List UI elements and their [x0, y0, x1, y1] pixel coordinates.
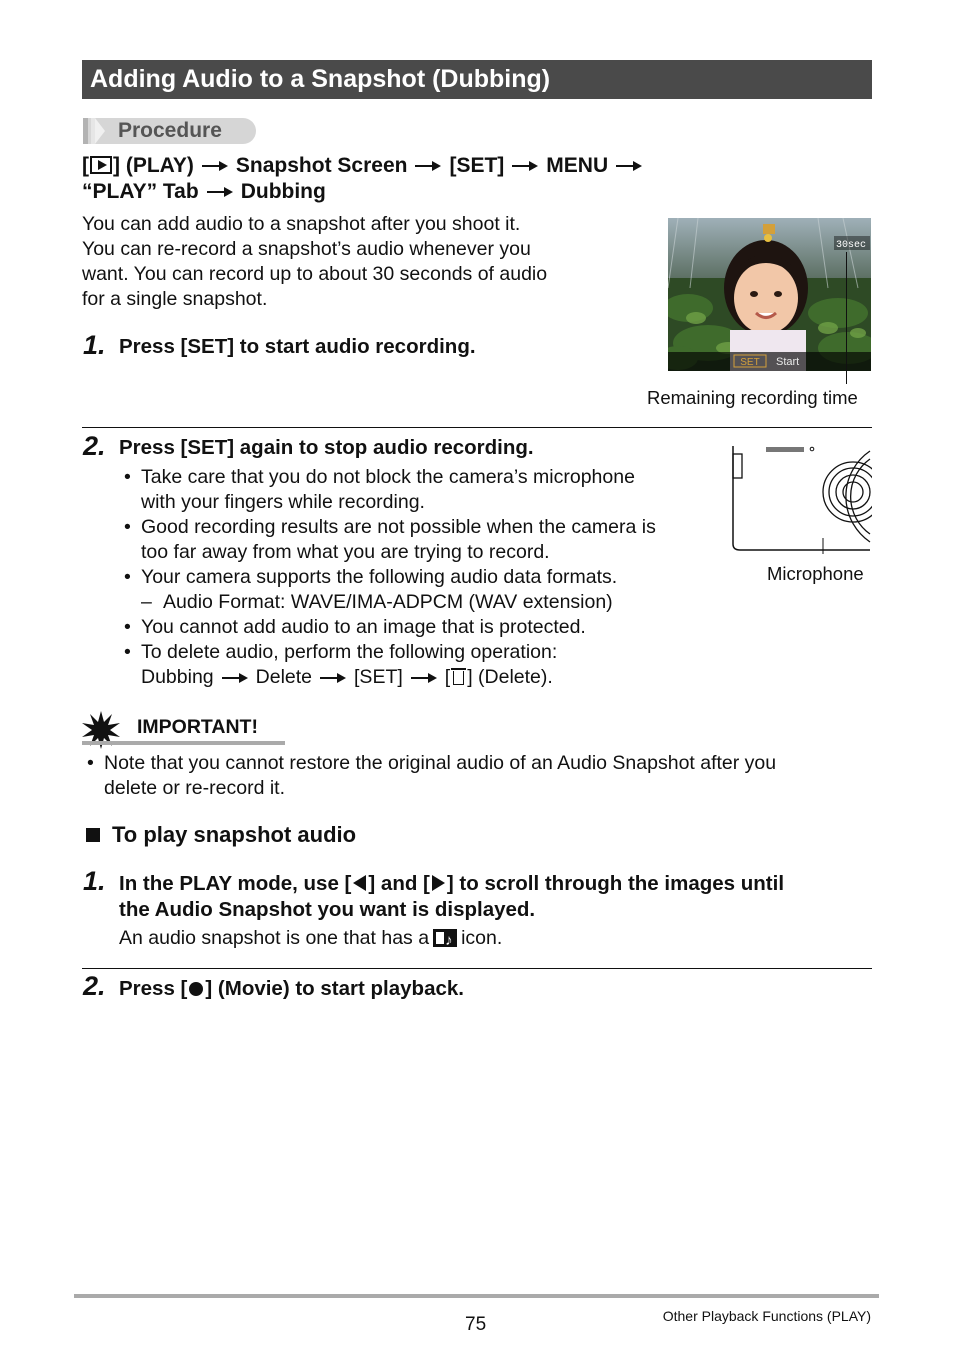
important-underline [82, 741, 285, 745]
intro-line: You can add audio to a snapshot after you shoot it. [82, 213, 521, 235]
left-arrow-icon [353, 875, 366, 891]
audio-snapshot-icon [433, 929, 457, 947]
path-set: [SET] [449, 154, 505, 177]
path-set: [SET] [354, 666, 403, 688]
list-item: • Your camera supports the following audio data formats. [119, 565, 719, 590]
arrow-icon [202, 161, 228, 171]
path-delete: Delete [255, 666, 313, 688]
arrow-icon [616, 161, 642, 171]
intro-line: You can re-record a snapshot’s audio whenever you [82, 238, 531, 260]
list-item: • You cannot add audio to an image that is protected. [119, 615, 719, 640]
step-text: In the PLAY mode, use [ ] and [ ] to scroll through the images until [119, 872, 785, 895]
overlay-start-label: Start [776, 356, 800, 368]
camera-top-icon [730, 442, 872, 554]
section-heading: To play snapshot audio [112, 822, 357, 847]
path-dubbing: Dubbing [141, 666, 214, 688]
heading-square-icon [86, 828, 100, 842]
important-label: IMPORTANT! [137, 716, 258, 738]
child-photo-illustration [668, 218, 871, 371]
menu-path-line1 [82, 154, 650, 178]
step-number: 1. [83, 866, 106, 896]
page-number: 75 [465, 1314, 487, 1335]
path-delete-end: ] (Delete). [467, 666, 553, 688]
list-item: • To delete audio, perform the following operation: Dubbing Delete [SET] [ ] (Delete). [119, 640, 719, 690]
section-title: Adding Audio to a Snapshot (Dubbing) [82, 60, 872, 99]
list-item: • Good recording results are not possible when the camera is too far away from what you are trying to record. [119, 515, 719, 565]
list-subitem: – Audio Format: WAVE/IMA-ADPCM (WAV extension) [119, 590, 719, 615]
overlay-time-label: 30sec [836, 240, 867, 251]
procedure-stripe [83, 118, 88, 144]
microphone-caption: Microphone [767, 563, 864, 584]
overlay-set-label: SET [740, 357, 760, 368]
movie-record-icon [189, 982, 203, 996]
step-text: Press [SET] to start audio recording. [119, 335, 476, 358]
callout-line [846, 252, 847, 384]
intro-line: for a single snapshot. [82, 288, 268, 310]
footer-section: Other Playback Functions (PLAY) [662, 1308, 871, 1324]
step-text: Press [SET] again to stop audio recording. [119, 436, 534, 459]
path-snapshot-screen: Snapshot Screen [235, 154, 408, 177]
path-bracket: [ [82, 154, 89, 177]
camera-illustration [730, 442, 872, 554]
divider [82, 968, 872, 969]
right-arrow-icon [432, 875, 445, 891]
arrow-icon [207, 187, 233, 197]
path-dubbing: Dubbing [240, 180, 326, 203]
intro-paragraph [82, 212, 622, 312]
intro-line: want. You can record up to about 30 seconds of audio [82, 263, 548, 285]
path-play-tab: “PLAY” Tab [82, 180, 199, 203]
path-menu: MENU [546, 154, 609, 177]
important-burst-icon [82, 711, 120, 754]
arrow-icon [320, 673, 346, 683]
step-note: An audio snapshot is one that has a♪ icon. [119, 926, 502, 951]
remaining-time-caption: Remaining recording time [647, 387, 858, 408]
notes-list [119, 465, 719, 690]
arrow-icon [222, 673, 248, 683]
arrow-icon [512, 161, 538, 171]
list-item: • Take care that you do not block the camera’s microphone with your fingers while recording. [119, 465, 719, 515]
procedure-chevron-icon [95, 118, 105, 144]
step-number: 2. [83, 971, 106, 1001]
list-item: • Note that you cannot restore the original audio of an Audio Snapshot after you delete or re-record it. [82, 751, 872, 801]
snapshot-photo [668, 218, 871, 371]
arrow-icon [411, 673, 437, 683]
procedure-label: Procedure [118, 119, 222, 142]
path-play: ] (PLAY) [113, 154, 194, 177]
arrow-icon [415, 161, 441, 171]
audio-snapshot-icon [763, 224, 775, 234]
important-note [82, 751, 872, 801]
menu-path-line2 [82, 180, 326, 204]
step-number: 1. [83, 330, 106, 360]
step-text: the Audio Snapshot you want is displayed. [119, 898, 536, 921]
play-icon [90, 156, 112, 174]
trash-icon [453, 671, 464, 685]
step-text: Press [ ] (Movie) to start playback. [119, 977, 464, 1000]
divider [82, 427, 872, 428]
step-number: 2. [83, 431, 106, 461]
footer-rule [74, 1294, 879, 1298]
